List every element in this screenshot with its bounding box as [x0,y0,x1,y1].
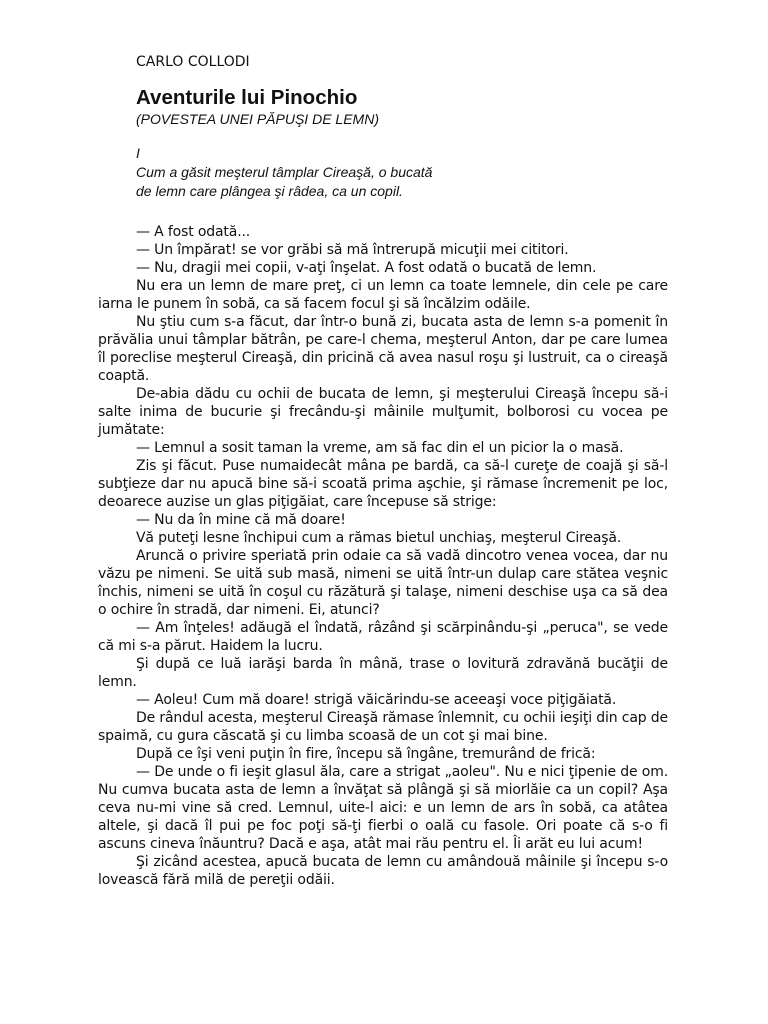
paragraph: — Nu, dragii mei copii, v-aţi înşelat. A fost odată o bucată de lemn. [136,260,597,276]
book-title: Aventurile lui Pinochio [136,86,358,109]
paragraph: — Un împărat! se vor grăbi să mă întrerupă micuţii mei cititori. [136,242,569,258]
paragraph: — Nu da în mine că mă doare! [136,512,346,528]
book-subtitle: (POVESTEA UNEI PĂPUŞI DE LEMN) [136,111,379,127]
paragraph: Vă puteţi lesne închipui cum a rămas bietul unchiaş, meşterul Cireaşă. [136,530,622,546]
paragraph: După ce îşi veni puţin în fire, începu să îngâne, tremurând de frică: [136,746,596,762]
paragraph: De-abia dădu cu ochii de bucata de lemn, şi meşterului Cireaşă începu să-i salte inima de bucurie şi frecându-şi mâinile mulţumit, bolborosi cu vocea pe jumătate: [98,386,668,438]
paragraph: Aruncă o privire speriată prin odaie ca să vadă dincotro venea vocea, dar nu văzu pe nimeni. Se uită sub masă, nimeni se uită într-un dulap care stătea veşnic închis, nimeni se uită în coşul cu răzătură şi talaşe, nimeni deschise uşa ca să dea o ochire în stradă, dar nimeni. Ei, atunci? [98,548,668,618]
chapter-summary [136,163,666,201]
paragraph: De rândul acesta, meşterul Cireaşă rămase înlemnit, cu ochii ieşiţi din cap de spaimă, cu gura căscată şi cu limba scoasă de un cot şi mai bine. [98,710,668,744]
paragraph: Zis şi făcut. Puse numaidecât mâna pe bardă, ca să-l cureţe de coajă şi să-l subţieze dar nu apucă bine să-i scoată prima aşchie, şi rămase încremenit pe loc, deoarece auzise un glas piţigăiat, care începuse să strige: [98,458,668,510]
paragraph: Şi după ce luă iarăşi barda în mână, trase o lovitură zdravănă bucăţii de lemn. [98,656,668,690]
chapter-body [98,223,668,889]
paragraph: — De unde o fi ieşit glasul ăla, care a strigat „aoleu". Nu e nici ţipenie de om. Nu cumva bucata asta de lemn a învăţat să plângă şi să miorlăie ca un copil? Aşa ceva nu-mi vine să cred. Lemnul, uite-l aici: e un lemn de ars în sobă, ca atâtea altele, şi dacă îl pui pe foc poţi să-ţi fierbi o oală cu fasole. Ori poate că s-o fi ascuns cineva înăuntru? Dacă e aşa, atât mai rău pentru el. Îi arăt eu lui acum! [98,764,668,852]
chapter-summary-line: de lemn care plângea şi râdea, ca un copil. [136,183,403,199]
author-name: CARLO COLLODI [136,54,250,70]
paragraph: — A fost odată... [136,224,251,240]
paragraph: — Aoleu! Cum mă doare! strigă văicărindu-se aceeaşi voce piţigăiată. [136,692,617,708]
paragraph: Nu ştiu cum s-a făcut, dar într-o bună zi, bucata asta de lemn s-a pomenit în prăvălia unui tâmplar bătrân, pe care-l chema, meşterul Anton, dar pe care lumea îl poreclise meşterul Cireaşă, din pricină că avea nasul roşu şi lustruit, ca o cireaşă coaptă. [98,314,668,384]
paragraph: — Lemnul a sosit taman la vreme, am să fac din el un picior la o masă. [136,440,624,456]
paragraph: Nu era un lemn de mare preţ, ci un lemn ca toate lemnele, din cele pe care iarna le punem în sobă, ca să facem focul şi să încălzim odăile. [98,278,668,312]
paragraph: — Am înţeles! adăugă el îndată, râzând şi scărpinându-şi „peruca", se vede că mi s-a părut. Haidem la lucru. [98,620,668,654]
paragraph: Şi zicând acestea, apucă bucata de lemn cu amândouă mâinile şi începu s-o lovească fără milă de pereţii odăii. [98,854,668,888]
document-header [136,52,666,219]
chapter-number: I [136,145,140,161]
chapter-summary-line: Cum a găsit meşterul tâmplar Cireaşă, o bucată [136,164,433,180]
